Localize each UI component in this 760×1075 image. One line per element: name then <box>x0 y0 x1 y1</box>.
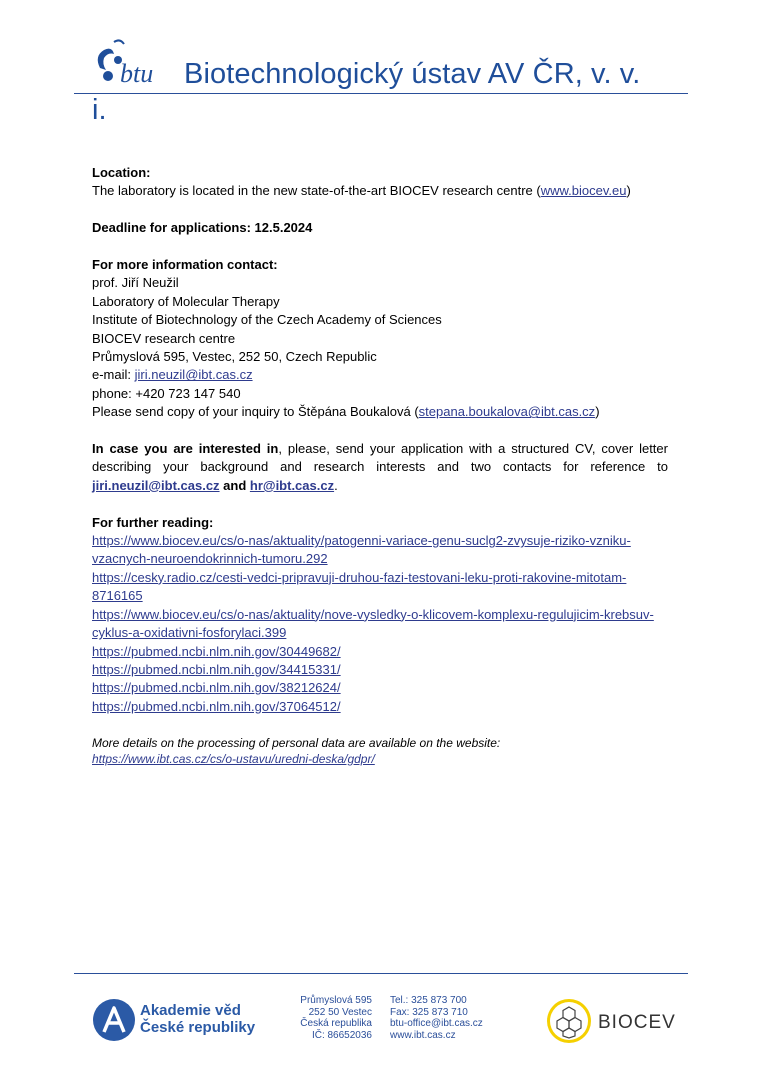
deadline: Deadline for applications: 12.5.2024 <box>92 220 313 236</box>
footer <box>74 990 688 1060</box>
reading-link[interactable]: https://pubmed.ncbi.nlm.nih.gov/37064512/ <box>92 698 341 714</box>
btu-logo-icon <box>90 38 176 90</box>
reading-link[interactable]: 8716165 <box>92 588 143 604</box>
biocev-wordmark: BIOCEV <box>598 1012 676 1033</box>
biocev-link[interactable]: www.biocev.eu <box>540 183 627 199</box>
contact-email-line: e-mail: jiri.neuzil@ibt.cas.cz <box>92 367 253 383</box>
contact-phone: phone: +420 723 147 540 <box>92 385 241 401</box>
logo-text: btu <box>120 59 154 88</box>
contact-institute: Institute of Biotechnology of the Czech Academy of Sciences <box>92 312 442 328</box>
application-paragraph: In case you are interested in, please, send your application with a structured CV, cover letter describing your background and research interests and two contacts for reference to jiri.neuzil@ibt.cas.cz and hr@ibt.cas.cz. <box>92 441 668 493</box>
academy-logo-icon <box>92 998 136 1042</box>
contact-address: Průmyslová 595, Vestec, 252 50, Czech Republic <box>92 349 377 365</box>
reading-label: For further reading: <box>92 514 214 530</box>
institute-title-wrap: i. <box>92 94 107 126</box>
location-label: Location: <box>92 165 151 180</box>
footer-address: Průmyslová 595 252 50 Vestec Česká republika IČ: 86652036 <box>300 995 372 1041</box>
footer-website[interactable]: www.ibt.cas.cz <box>390 1029 456 1041</box>
footer-contacts: Tel.: 325 873 700 Fax: 325 873 710 btu-office@ibt.cas.cz www.ibt.cas.cz <box>390 995 483 1041</box>
reading-link[interactable]: https://pubmed.ncbi.nlm.nih.gov/38212624/ <box>92 680 341 696</box>
contact-label: For more information contact: <box>92 257 278 272</box>
contact-name: prof. Jiří Neužil <box>92 275 179 291</box>
contact-email-link[interactable]: jiri.neuzil@ibt.cas.cz <box>134 367 253 383</box>
letterhead <box>74 30 688 126</box>
hr-email-link[interactable]: hr@ibt.cas.cz <box>249 477 335 493</box>
application-email-link[interactable]: jiri.neuzil@ibt.cas.cz <box>92 477 220 493</box>
gdpr-text: More details on the processing of personal data are available on the website: <box>92 735 501 750</box>
contact-lab: Laboratory of Molecular Therapy <box>92 293 280 309</box>
copy-email-link[interactable]: stepana.boukalova@ibt.cas.cz <box>418 404 596 420</box>
reading-link[interactable]: https://cesky.radio.cz/cesti-vedci-pripravuji-druhou-fazi-testovani-leku-proti-rakovine-mitotam- <box>92 569 627 585</box>
reading-link[interactable]: https://www.biocev.eu/cs/o-nas/aktuality/patogenni-variace-genu-suclg2-zvysuje-riziko-vzniku- <box>92 533 631 549</box>
reading-link[interactable]: vzacnych-neuroendokrinnich-tumoru.292 <box>92 551 328 567</box>
institute-title: Biotechnologický ústav AV ČR, v. v. <box>184 58 641 90</box>
reading-link[interactable]: https://www.biocev.eu/cs/o-nas/aktuality/nove-vysledky-o-klicovem-komplexu-regulujicim-krebsuv- <box>92 606 654 622</box>
gdpr-link[interactable]: https://www.ibt.cas.cz/cs/o-ustavu/uredni-deska/gdpr/ <box>92 751 375 766</box>
contact-centre: BIOCEV research centre <box>92 330 236 346</box>
reading-link[interactable]: https://pubmed.ncbi.nlm.nih.gov/34415331/ <box>92 661 341 677</box>
biocev-logo-icon <box>546 998 592 1044</box>
location-text: The laboratory is located in the new state-of-the-art BIOCEV research centre (www.biocev.eu) <box>92 183 631 199</box>
academy-name: Akademie věd České republiky <box>140 1002 256 1036</box>
footer-email[interactable]: btu-office@ibt.cas.cz <box>390 1018 483 1029</box>
header-divider <box>74 93 688 94</box>
reading-link[interactable]: cyklus-a-oxidativni-fosforylaci.399 <box>92 625 287 641</box>
reading-link[interactable]: https://pubmed.ncbi.nlm.nih.gov/30449682/ <box>92 643 341 659</box>
document-body <box>92 164 668 767</box>
copy-inquiry: Please send copy of your inquiry to Štěpána Boukalová (stepana.boukalova@ibt.cas.cz) <box>92 404 600 420</box>
footer-divider <box>74 973 688 974</box>
